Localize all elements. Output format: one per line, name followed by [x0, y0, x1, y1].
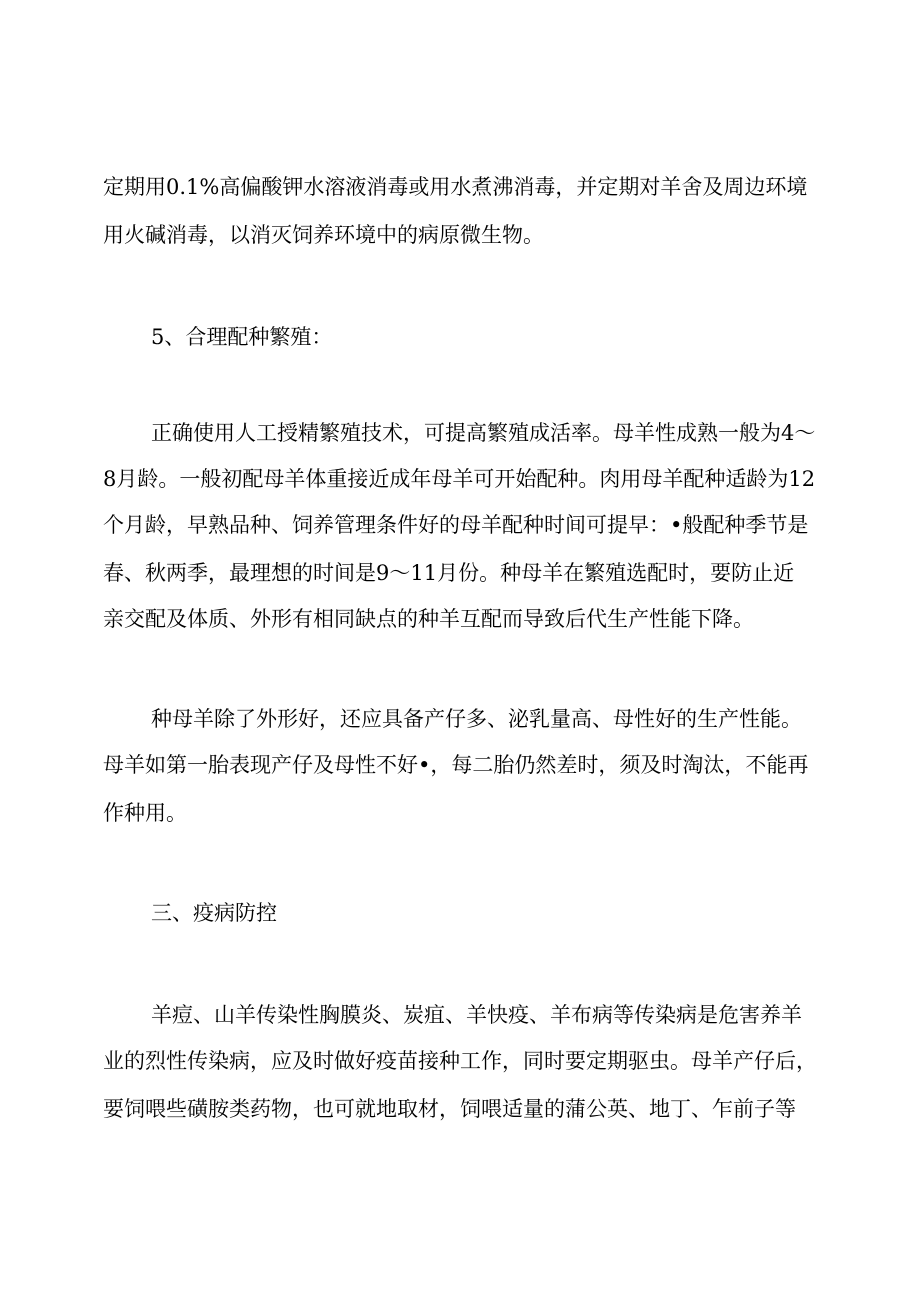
paragraph-line: 亲交配及体质、外形有相同缺点的种羊互配而导致后代生产性能下降。	[103, 607, 754, 631]
paragraph-line: 要饲喂些磺胺类药物，也可就地取材，饲喂适量的蒲公英、地丁、乍前子等	[103, 1097, 796, 1121]
paragraph-line: 业的烈性传染病，应及时做好疫苗接种工作，同时要定期驱虫。母羊产仔后，	[103, 1049, 817, 1073]
paragraph-line: 定期用0.1%高偏酸钾水溶液消毒或用水煮沸消毒，并定期对羊舍及周边环境	[103, 175, 808, 199]
paragraph-line: 作种用。	[103, 801, 187, 825]
paragraph-line: 8月龄。一般初配母羊体重接近成年母羊可开始配种。肉用母羊配种适龄为12	[103, 467, 816, 491]
paragraph-line: 母羊如第一胎表现产仔及母性不好•，每二胎仍然差时，须及时淘汰，不能再	[103, 753, 809, 777]
section-heading-3: 三、疫病防控	[151, 901, 277, 925]
paragraph-line: 种母羊除了外形好，还应具备产仔多、泌乳量高、母性好的生产性能。	[151, 707, 802, 731]
section-heading-5: 5、合理配种繁殖：	[151, 325, 333, 349]
paragraph-line: 春、秋两季，最理想的时间是9～11月份。种母羊在繁殖选配时，要防止近	[103, 561, 795, 585]
paragraph-line: 用火碱消毒，以消灭饲养环境中的病原微生物。	[103, 223, 544, 247]
paragraph-line: 正确使用人工授精繁殖技术，可提高繁殖成活率。母羊性成熟一般为4～	[151, 421, 816, 445]
paragraph-line: 羊痘、山羊传染性胸膜炎、炭疽、羊快疫、羊布病等传染病是危害养羊	[151, 1003, 802, 1027]
paragraph-line: 个月龄，早熟品种、饲养管理条件好的母羊配种时间可提早：•般配种季节是	[103, 513, 809, 537]
